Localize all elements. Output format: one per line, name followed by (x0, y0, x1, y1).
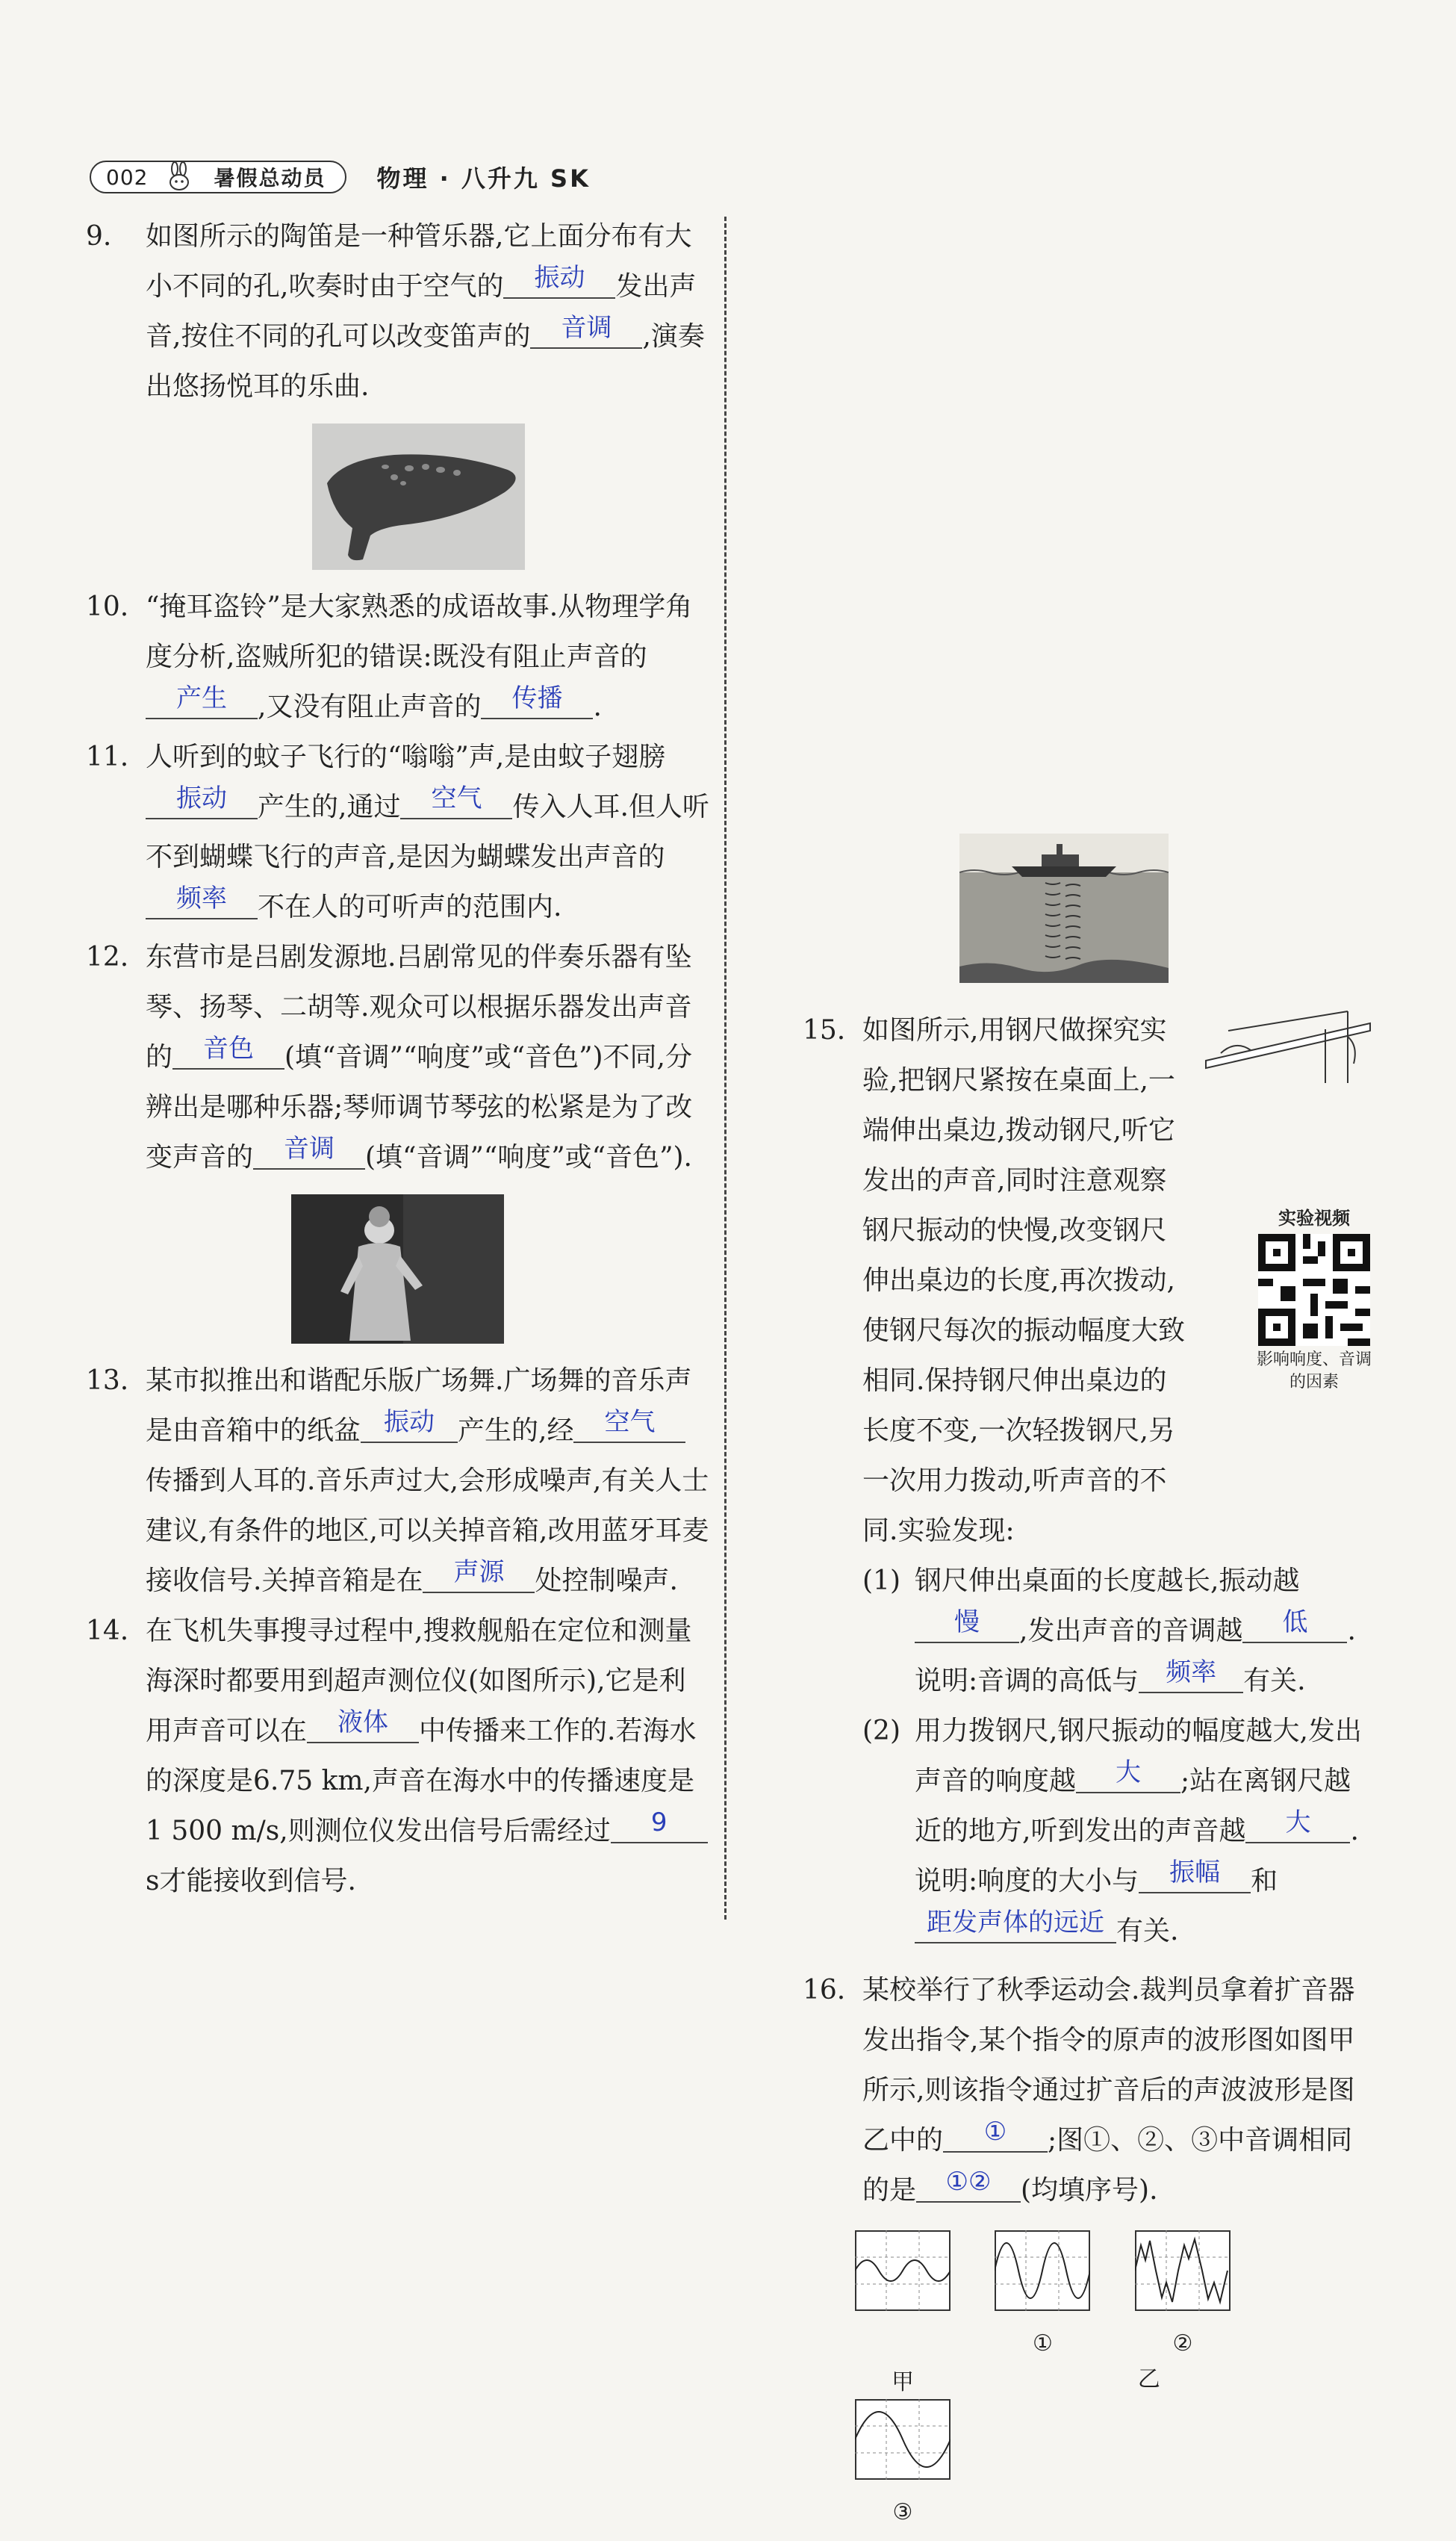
answer-text: 空气 (431, 784, 482, 813)
question-text: 传播到人耳的.音乐声过大,会形成噪声,有关人士建议,有条件的地区,可以关掉音箱,改用蓝牙耳麦接收信号.关掉音箱是在 (146, 1465, 709, 1596)
question-text: 钢尺伸出桌面的长度越长,振动越 (915, 1566, 1300, 1596)
subquestion-2 (862, 1706, 1378, 1956)
question-11 (86, 732, 709, 932)
opera-figure (291, 1194, 709, 1344)
answer-blank (530, 314, 642, 349)
answer-text: 音调 (561, 313, 612, 343)
answer-blank (423, 1559, 535, 1593)
answer-blank (1245, 1809, 1350, 1843)
question-text: 人听到的蚊子飞行的“嗡嗡”声,是由蚊子翅膀 (146, 742, 666, 772)
waveform-jia (855, 2230, 951, 2399)
answer-blank (916, 2168, 1021, 2203)
answer-blank (146, 785, 258, 819)
video-qr-box[interactable] (1251, 1206, 1378, 1394)
waveform-2-graph (1135, 2230, 1231, 2311)
question-text: 用力拨钢尺,钢尺振动的幅度越大,发出声音的响度越 (915, 1716, 1362, 1796)
answer-blank (1242, 1609, 1347, 1643)
answer-text: 大 (1116, 1757, 1142, 1787)
ruler-desk-drawing (1198, 1001, 1378, 1090)
book-title: 暑假总动员 (214, 166, 326, 190)
ocarina-photo (312, 424, 525, 570)
answer-text: 空气 (604, 1407, 656, 1437)
answer-text: 振动 (176, 784, 227, 813)
question-text: 某市拟推出和谐配乐版广场舞.广场舞的音乐声是由音箱中的纸盆 (146, 1365, 692, 1446)
question-number: 10. (86, 592, 129, 622)
question-number: 13. (86, 1365, 129, 1396)
answer-blank (943, 2118, 1048, 2153)
answer-blank (172, 1035, 284, 1070)
answer-blank (915, 1609, 1019, 1643)
left-column (86, 211, 709, 1906)
answer-text: 产生 (176, 683, 227, 713)
question-number: 9. (86, 221, 112, 252)
waveform-2 (1135, 2230, 1231, 2396)
answer-blank (146, 885, 258, 919)
page-header (90, 158, 591, 196)
subquestion-number: (1) (862, 1566, 900, 1596)
answer-text: 音调 (284, 1134, 335, 1164)
waveform-1-graph (995, 2230, 1090, 2311)
question-text: “掩耳盗铃”是大家熟悉的成语故事.从物理学角度分析,盗贼所犯的错误:既没有阻止声音的 (146, 592, 693, 672)
waveform-3 (855, 2399, 951, 2529)
question-10 (86, 582, 709, 732)
subquestion-1 (862, 1556, 1378, 1706)
question-text: s才能接收到信号. (146, 1866, 356, 1896)
answer-text: 传播 (511, 683, 563, 713)
question-number: 14. (86, 1616, 129, 1646)
question-16 (803, 1965, 1378, 2215)
question-12 (86, 932, 709, 1182)
figure-label-2: ② (1172, 2330, 1193, 2357)
answer-text: 低 (1282, 1607, 1308, 1637)
right-column (803, 822, 1378, 2541)
question-13 (86, 1356, 709, 1606)
question-text: 东营市是吕剧发源地.吕剧常见的伴奏乐器有坠琴、扬琴、二胡等.观众可以根据乐器发出声音的 (146, 942, 692, 1073)
answer-text: 振动 (534, 263, 585, 293)
answer-text: ① (983, 2117, 1007, 2147)
question-text: ,发出声音的音调越 (1019, 1616, 1243, 1646)
answer-blank (573, 1409, 685, 1443)
question-text: . (1347, 1616, 1356, 1646)
answer-blank (400, 785, 512, 819)
answer-blank (307, 1709, 419, 1743)
question-number: 16. (803, 1975, 846, 2005)
answer-text: 振动 (384, 1407, 435, 1437)
question-text: . (593, 692, 602, 722)
question-text: 在飞机失事搜寻过程中,搜救舰船在定位和测量海深时都要用到超声测位仪(如图所示),它是利用声音可以在 (146, 1616, 692, 1746)
question-text: 产生的,经 (458, 1415, 574, 1446)
question-text: 不在人的可听声的范围内. (258, 892, 562, 922)
answer-text: 大 (1285, 1808, 1311, 1837)
answer-blank (1139, 1859, 1251, 1893)
answer-blank (915, 1909, 1116, 1943)
answer-text: 距发声体的远近 (927, 1908, 1104, 1937)
answer-text: 频率 (1166, 1657, 1217, 1687)
question-text: ,又没有阻止声音的 (258, 692, 482, 722)
question-text: ,演奏出悠扬悦耳的乐曲. (146, 321, 705, 402)
ocarina-figure (312, 424, 709, 570)
sonar-ship-drawing (959, 834, 1169, 983)
answer-blank (253, 1135, 365, 1170)
subquestion-number: (2) (862, 1716, 900, 1746)
figure-label-jia: 甲 (892, 2369, 914, 2395)
question-text: 和 (1251, 1866, 1278, 1896)
opera-performer-photo (291, 1194, 504, 1344)
waveform-jia-graph (855, 2230, 951, 2311)
figure-label-1: ① (1033, 2330, 1053, 2357)
video-label: 实验视频 (1278, 1208, 1350, 1229)
question-text: 处控制噪声. (535, 1566, 678, 1596)
question-number: 11. (86, 742, 129, 772)
waveform-figure (855, 2230, 1378, 2529)
question-text: 如图所示的陶笛是一种管乐器,它上面分布有大小不同的孔,吹奏时由于空气的 (146, 221, 692, 302)
answer-blank (361, 1409, 458, 1443)
answer-text: ①② (945, 2167, 992, 2197)
question-number: 12. (86, 942, 129, 972)
answer-text: 液体 (337, 1707, 389, 1737)
question-text: ;图①、②、③中音调相同的是 (862, 2125, 1353, 2206)
answer-blank (146, 685, 258, 719)
waveform-3-graph (855, 2399, 951, 2480)
answer-blank (481, 685, 593, 719)
answer-text: 9 (650, 1808, 668, 1837)
answer-text: 音色 (203, 1034, 255, 1064)
answer-text: 声源 (453, 1557, 505, 1587)
header-pill (90, 161, 346, 193)
answer-blank (611, 1809, 708, 1843)
question-text: (填“音调”“响度”或“音色”). (365, 1142, 692, 1173)
question-number: 15. (803, 1015, 846, 1046)
answer-text: 振幅 (1169, 1858, 1221, 1887)
question-text: (均填序号). (1021, 2175, 1158, 2206)
qr-code-icon[interactable] (1258, 1234, 1370, 1346)
question-text: 产生的,通过 (258, 792, 401, 822)
answer-text: 慢 (954, 1607, 980, 1637)
question-text: 如图所示,用钢尺做探究实验,把钢尺紧按在桌面上,一端伸出桌边,拨动钢尺,听它发出的声音,同时注意观察钢尺振动的快慢,改变钢尺伸出桌边的长度,再次拨动,使钢尺每次的振动幅度大致相同.保持钢尺伸出桌边的长度不变,一次轻拨钢尺,另一次用力拨动,听声音的不同.实验发现: (862, 1015, 1186, 1546)
question-text: ;站在离钢尺越近的地方,听到发出的声音越 (915, 1766, 1351, 1846)
question-text: 某校举行了秋季运动会.裁判员拿着扩音器发出指令,某个指令的原声的波形图如图甲所示,则该指令通过扩音后的声波波形是图乙中的 (862, 1975, 1355, 2156)
question-text: 发出声音,按住不同的孔可以改变笛声的 (146, 271, 697, 352)
waveform-1 (995, 2230, 1090, 2360)
ruler-figure (1198, 1001, 1378, 1090)
column-divider (724, 217, 727, 1920)
bunny-mascot-icon (161, 162, 196, 192)
figure-label-yi: 乙 (1137, 2366, 1160, 2392)
subject-label: 物理 · 八升九 SK (376, 164, 591, 193)
answer-text: 频率 (176, 884, 227, 913)
answer-blank (1076, 1759, 1180, 1793)
figure-label-3: ③ (892, 2499, 913, 2525)
question-14-start (86, 1606, 709, 1906)
question-text: 说明:音调的高低与 (915, 1666, 1139, 1696)
answer-blank (503, 264, 615, 299)
question-9 (86, 211, 709, 412)
question-text: .说明:响度的大小与 (915, 1816, 1359, 1896)
answer-blank (1139, 1659, 1243, 1693)
question-15 (803, 1005, 1378, 1956)
question-text: 有关. (1243, 1666, 1306, 1696)
video-caption: 影响响度、音调的因素 (1256, 1350, 1372, 1392)
question-text: 中传播来工作的.若海水的深度是6.75 km,声音在海水中的传播速度是1 500 m/s,则测位仪发出信号后需经过 (146, 1716, 697, 1846)
page-number: 002 (106, 164, 149, 190)
sonar-figure (959, 834, 1378, 983)
question-text: 传入人耳.但人听不到蝴蝶飞行的声音,是因为蝴蝶发出声音的 (146, 792, 709, 872)
question-text: 有关. (1116, 1916, 1179, 1946)
question-text: (填“音调”“响度”或“音色”)不同,分辨出是哪种乐器;琴师调节琴弦的松紧是为了改变声音的 (146, 1042, 693, 1173)
